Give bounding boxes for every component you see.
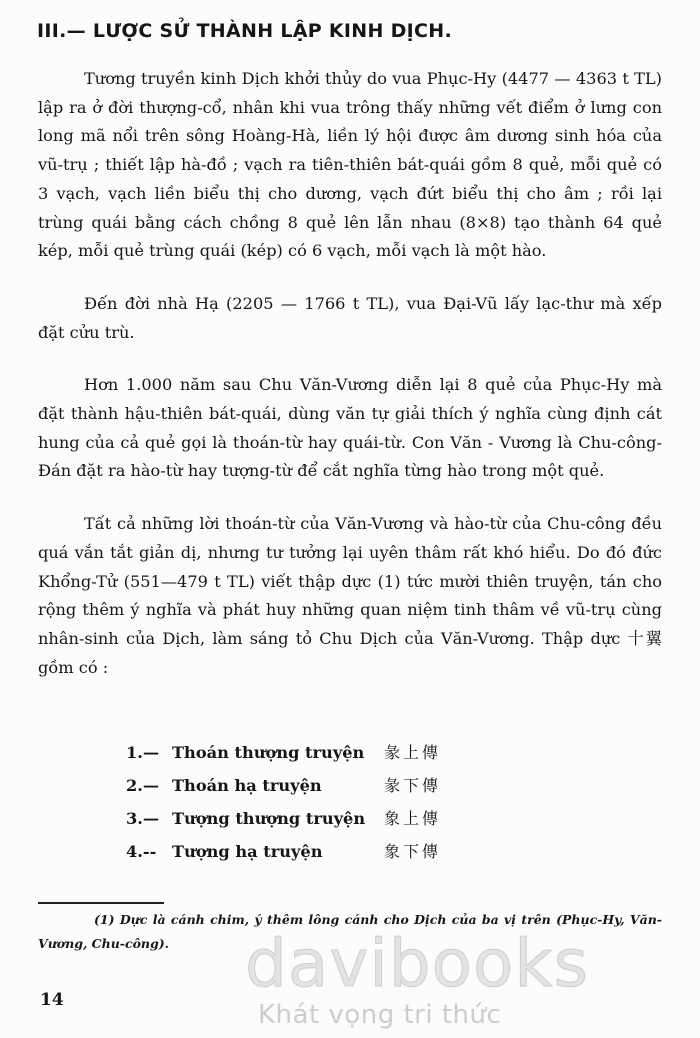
list-item	[126, 736, 566, 769]
list-item	[126, 835, 566, 868]
footnote-divider	[38, 902, 164, 904]
paragraph-2: Đến đời nhà Hạ (2205 — 1766 t TL), vua Đại-Vũ lấy lạc-thư mà xếp đặt cửu trù.	[38, 293, 662, 342]
list-item-number: 2.—	[126, 776, 160, 795]
list-item-han-characters: 彖下傳	[384, 776, 442, 795]
list-item-number: 1.—	[126, 743, 160, 762]
footnote: (1) Dực là cánh chim, ý thêm lông cánh cho Dịch của ba vị trên (Phục-Hy, Văn-Vương, Chu-công).	[38, 912, 662, 951]
page-number: 14	[40, 990, 64, 1010]
watermark-tagline: Khát vọng tri thức	[258, 1000, 502, 1030]
list-item-han-characters: 象下傳	[384, 842, 442, 861]
list-item-han-characters: 彖上傳	[384, 743, 442, 762]
paragraph-4: Tất cả những lời thoán-từ của Văn-Vương và hào-từ của Chu-công đều quá vắn tắt giản dị, nhưng tư tưởng lại uyên thâm rất khó hiểu. Do đó đức Khổng-Tử (551—479 t TL) viết thập dực (1) tức mười thiên truyện, tán cho rộng thêm ý nghĩa và phát huy những quan niệm tinh thâm về vũ-trụ cùng nhân-sinh của Dịch, làm sáng tỏ Chu Dịch của Văn-Vương. Thập dực 十翼 gồm có :	[38, 514, 662, 677]
thap-duc-list	[126, 736, 566, 868]
list-item-label: Tượng thượng truyện	[172, 809, 366, 828]
watermark-brand: davibooks	[245, 925, 589, 1002]
list-item-number: 4.--	[126, 842, 157, 861]
section-heading: III.— LƯỢC SỬ THÀNH LẬP KINH DỊCH.	[37, 20, 452, 42]
list-item-label: Thoán thượng truyện	[172, 743, 365, 762]
list-item-han-characters: 象上傳	[384, 809, 442, 828]
body-text	[38, 65, 662, 706]
list-item	[126, 769, 566, 802]
paragraph-3: Hơn 1.000 năm sau Chu Văn-Vương diễn lại 8 quẻ của Phục-Hy mà đặt thành hậu-thiên bát-quái, dùng văn tự giải thích ý nghĩa cùng định cát hung của cả quẻ gọi là thoán-từ hay quái-từ. Con Văn - Vương là Chu-công-Đán đặt ra hào-từ hay tượng-từ để cắt nghĩa từng hào trong một quẻ.	[38, 375, 662, 481]
list-item-label: Thoán hạ truyện	[172, 776, 322, 795]
paragraph-1: Tương truyền kinh Dịch khởi thủy do vua Phục-Hy (4477 — 4363 t TL) lập ra ở đời thượng-cổ, nhân khi vua trông thấy những vết điểm ở lưng con long mã nổi trên sông Hoàng-Hà, liền lý hội được âm dương sinh hóa của vũ-trụ ; thiết lập hà-đồ ; vạch ra tiên-thiên bát-quái gồm 8 quẻ, mỗi quẻ có 3 vạch, vạch liền biểu thị cho dương, vạch đứt biểu thị cho âm ; rồi lại trùng quái bằng cách chồng 8 quẻ lên lẫn nhau (8×8) tạo thành 64 quẻ kép, mỗi quẻ trùng quái (kép) có 6 vạch, mỗi vạch là một hào.	[38, 69, 662, 261]
list-item	[126, 802, 566, 835]
list-item-number: 3.—	[126, 809, 160, 828]
list-item-label: Tượng hạ truyện	[172, 842, 323, 861]
